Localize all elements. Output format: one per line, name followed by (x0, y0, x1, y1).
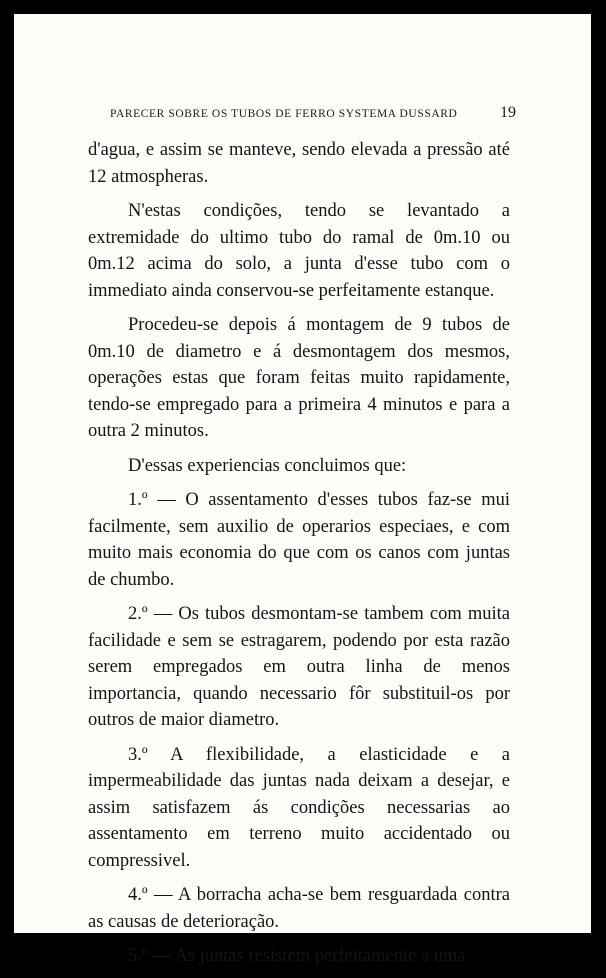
running-header (76, 105, 516, 125)
paragraph-2: N'estas condições, tendo se levantado a extremidade do ultimo tubo do ramal de 0m.10 ou 0m.12 acima do solo, a junta d'esse tubo com o immediato ainda conservou-se perfeitamente estanque. (88, 201, 510, 301)
conclusion-1: 1.º — O assentamento d'esses tubos faz-se mui facilmente, sem auxilio de operarios especiaes, e com muito mais economia do que com os canos com juntas de chumbo. (88, 490, 510, 590)
conclusion-2: 2.º — Os tubos desmontam-se tambem com muita facilidade e sem se estragarem, podendo por esta razão serem empregados em outra linha de menos importancia, quando necessario fôr substituil-os por outros de maior diametro. (88, 604, 510, 730)
paragraph-3: Procedeu-se depois á montagem de 9 tubos de 0m.10 de diametro e á desmontagem dos mesmos, operações estas que foram feitas muito rapidamente, tendo-se empregado para a primeira 4 minutos e para a outra 2 minutos. (88, 315, 510, 441)
paragraph-1: d'agua, e assim se manteve, sendo elevada a pressão até 12 atmospheras. (88, 140, 510, 187)
paragraph-4: D'essas experiencias concluimos que: (128, 455, 407, 476)
body-text (88, 137, 510, 978)
conclusion-5: 5.º — As juntas resistem perfeitamente a uma (128, 946, 466, 966)
page-number: 19 (500, 104, 516, 121)
running-title: PARECER SOBRE OS TUBOS DE FERRO SYSTEMA DUSSARD (110, 108, 458, 120)
conclusion-4: 4.º — A borracha acha-se bem resguardada contra as causas de deterioração. (88, 885, 510, 932)
conclusion-3: 3.º A flexibilidade, a elasticidade e a impermeabilidade das juntas nada deixam a desejar, e assim satisfazem ás condições necessarias ao assentamento em terreno muito accidentado ou compressivel. (88, 744, 510, 871)
